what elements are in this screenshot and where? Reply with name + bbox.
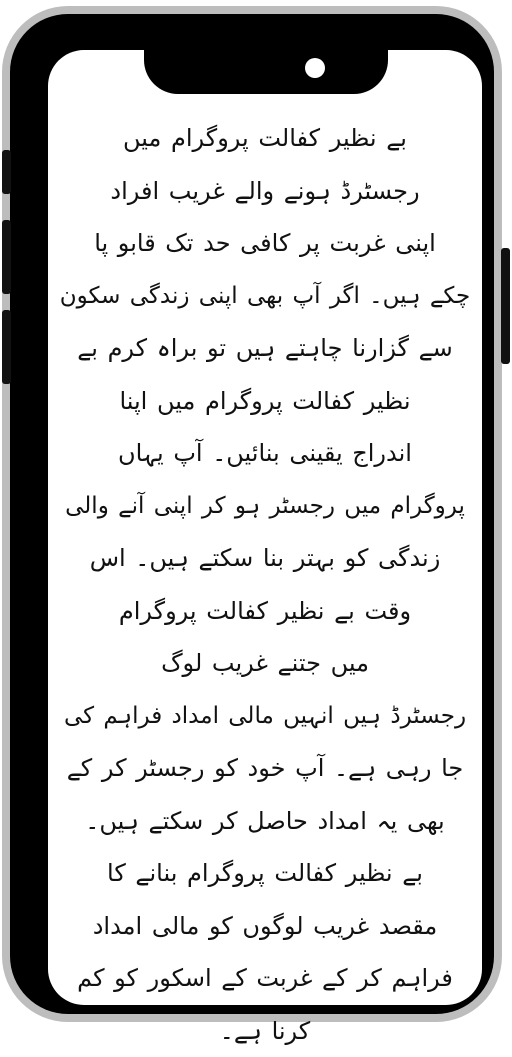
article-text — [58, 112, 472, 1057]
text-line: زندگی کو بہتر بنا سکتے ہیں۔ اس — [58, 532, 472, 585]
volume-up-button[interactable] — [2, 220, 11, 294]
text-line: وقت بے نظیر کفالت پروگرام — [58, 585, 472, 638]
text-line: رجسٹرڈ ہونے والے غریب افراد — [58, 165, 472, 218]
text-line: جا رہی ہے۔ آپ خود کو رجسٹر کر کے — [58, 742, 472, 795]
text-line: چکے ہیں۔ اگر آپ بھی اپنی زندگی سکون — [58, 270, 472, 323]
text-line: کرنا ہے۔ — [58, 1005, 472, 1057]
mute-switch[interactable] — [2, 150, 11, 194]
text-line: سے گزارنا چاہتے ہیں تو براہ کرم بے — [58, 322, 472, 375]
phone-frame — [10, 14, 494, 1014]
camera-icon — [305, 58, 325, 78]
text-line: بے نظیر کفالت پروگرام بنانے کا — [58, 847, 472, 900]
text-line: بے نظیر کفالت پروگرام میں — [58, 112, 472, 165]
phone-screen — [48, 50, 482, 1005]
text-line: اندراج یقینی بنائیں۔ آپ یہاں — [58, 427, 472, 480]
text-line: اپنی غربت پر کافی حد تک قابو پا — [58, 217, 472, 270]
text-line: میں جتنے غریب لوگ — [58, 637, 472, 690]
power-button[interactable] — [501, 248, 510, 364]
text-line: رجسٹرڈ ہیں انہیں مالی امداد فراہم کی — [58, 690, 472, 743]
volume-down-button[interactable] — [2, 310, 11, 384]
text-line: فراہم کر کے غربت کے اسکور کو کم — [58, 952, 472, 1005]
phone-notch — [144, 28, 388, 94]
text-line: مقصد غریب لوگوں کو مالی امداد — [58, 900, 472, 953]
text-line: نظیر کفالت پروگرام میں اپنا — [58, 375, 472, 428]
text-line: پروگرام میں رجسٹر ہو کر اپنی آنے والی — [58, 480, 472, 533]
text-line: بھی یہ امداد حاصل کر سکتے ہیں۔ — [58, 795, 472, 848]
